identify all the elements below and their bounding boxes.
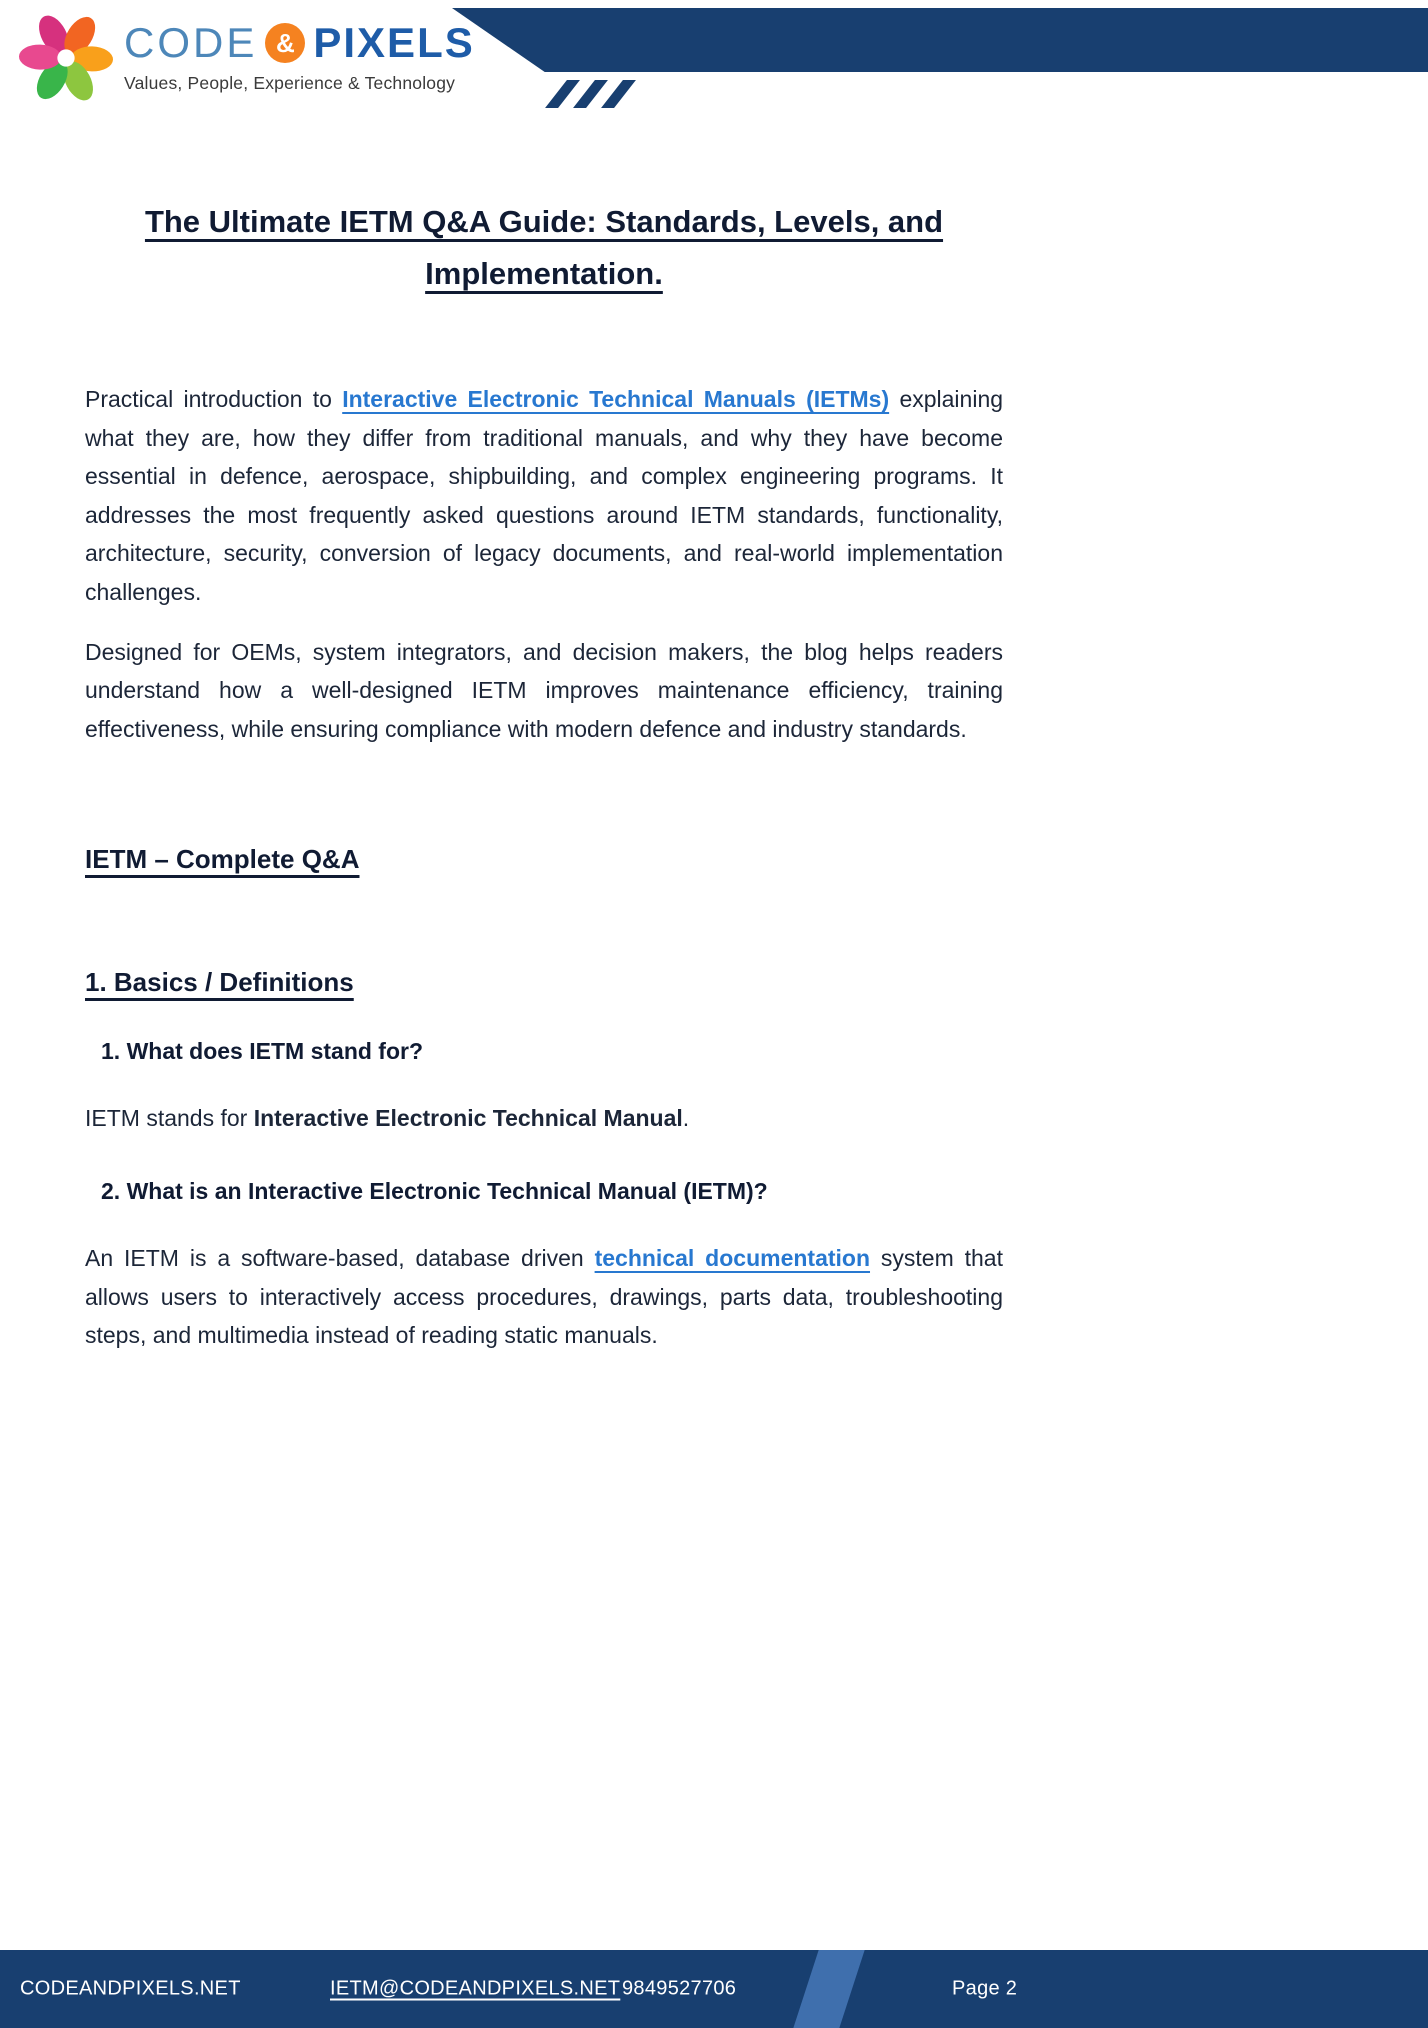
footer-accent-stripe — [793, 1950, 864, 2028]
header-logo — [18, 10, 475, 106]
logo-text — [124, 10, 475, 94]
page-title-line-2: Implementation. — [425, 256, 663, 291]
header-banner-stripe — [601, 80, 636, 108]
logo-wordmark — [124, 19, 475, 66]
ietm-manuals-link[interactable]: Interactive Electronic Technical Manuals (IETMs) — [342, 386, 890, 412]
answer-1-bold-term: Interactive Electronic Technical Manual — [253, 1105, 683, 1132]
answer-2 — [85, 1239, 1003, 1355]
answer-2-text-before: An IETM is a software-based, database driven — [85, 1244, 595, 1271]
question-2: 2. What is an Interactive Electronic Technical Manual (IETM)? — [101, 1177, 768, 1204]
footer-email-link[interactable]: IETM@CODEANDPIXELS.NET — [330, 1977, 621, 2000]
page-title — [85, 196, 1003, 300]
answer-1 — [85, 1099, 1003, 1138]
footer-phone: 9849527706 — [622, 1977, 737, 2000]
answer-1-text-after: . — [682, 1105, 690, 1132]
footer-bar — [0, 1950, 1428, 2028]
logo-ampersand-badge — [265, 23, 305, 63]
logo-tagline: Values, People, Experience & Technology — [124, 73, 456, 93]
footer-website: CODEANDPIXELS.NET — [20, 1977, 241, 2000]
subsection-heading-basics-definitions: 1. Basics / Definitions — [85, 967, 354, 998]
logo-ampersand-text: & — [275, 28, 295, 58]
intro-text-before-link: Practical introduction to — [85, 386, 343, 412]
page-title-line-1: The Ultimate IETM Q&A Guide: Standards, Levels, and — [144, 204, 944, 239]
header — [0, 0, 1428, 118]
footer-page-number: Page 2 — [952, 1977, 1018, 2000]
intro-paragraph — [85, 380, 1003, 612]
header-banner-shape — [452, 8, 1428, 72]
audience-paragraph: Designed for OEMs, system integrators, and decision makers, the blog helps readers understand how a well-designed IETM improves maintenance efficiency, training effectiveness, while ensuring compliance with modern defence and industry standards. — [85, 638, 1003, 742]
answer-1-text-before: IETM stands for — [85, 1105, 254, 1132]
logo-pixels-text: PIXELS — [313, 19, 475, 66]
question-1: 1. What does IETM stand for? — [101, 1038, 424, 1065]
logo-code-text: CODE — [124, 19, 258, 66]
answer-2-text-after: system that allows users to interactively access procedures, drawings, parts data, troubleshooting steps, and multimedia instead of reading static manuals. — [85, 1244, 1003, 1349]
pinwheel-logo-icon — [18, 10, 114, 106]
technical-documentation-link[interactable]: technical documentation — [594, 1244, 871, 1271]
intro-text-after-link: explaining what they are, how they differ from traditional manuals, and why they have become essential in defence, aerospace, shipbuilding, and complex engineering programs. It addresses the most frequently asked questions around IETM standards, functionality, architecture, security, conversion of legacy documents, and real-world implementation challenges. — [85, 386, 1004, 605]
document-content — [85, 118, 1003, 1355]
section-heading-complete-qa: IETM – Complete Q&A — [85, 844, 360, 875]
